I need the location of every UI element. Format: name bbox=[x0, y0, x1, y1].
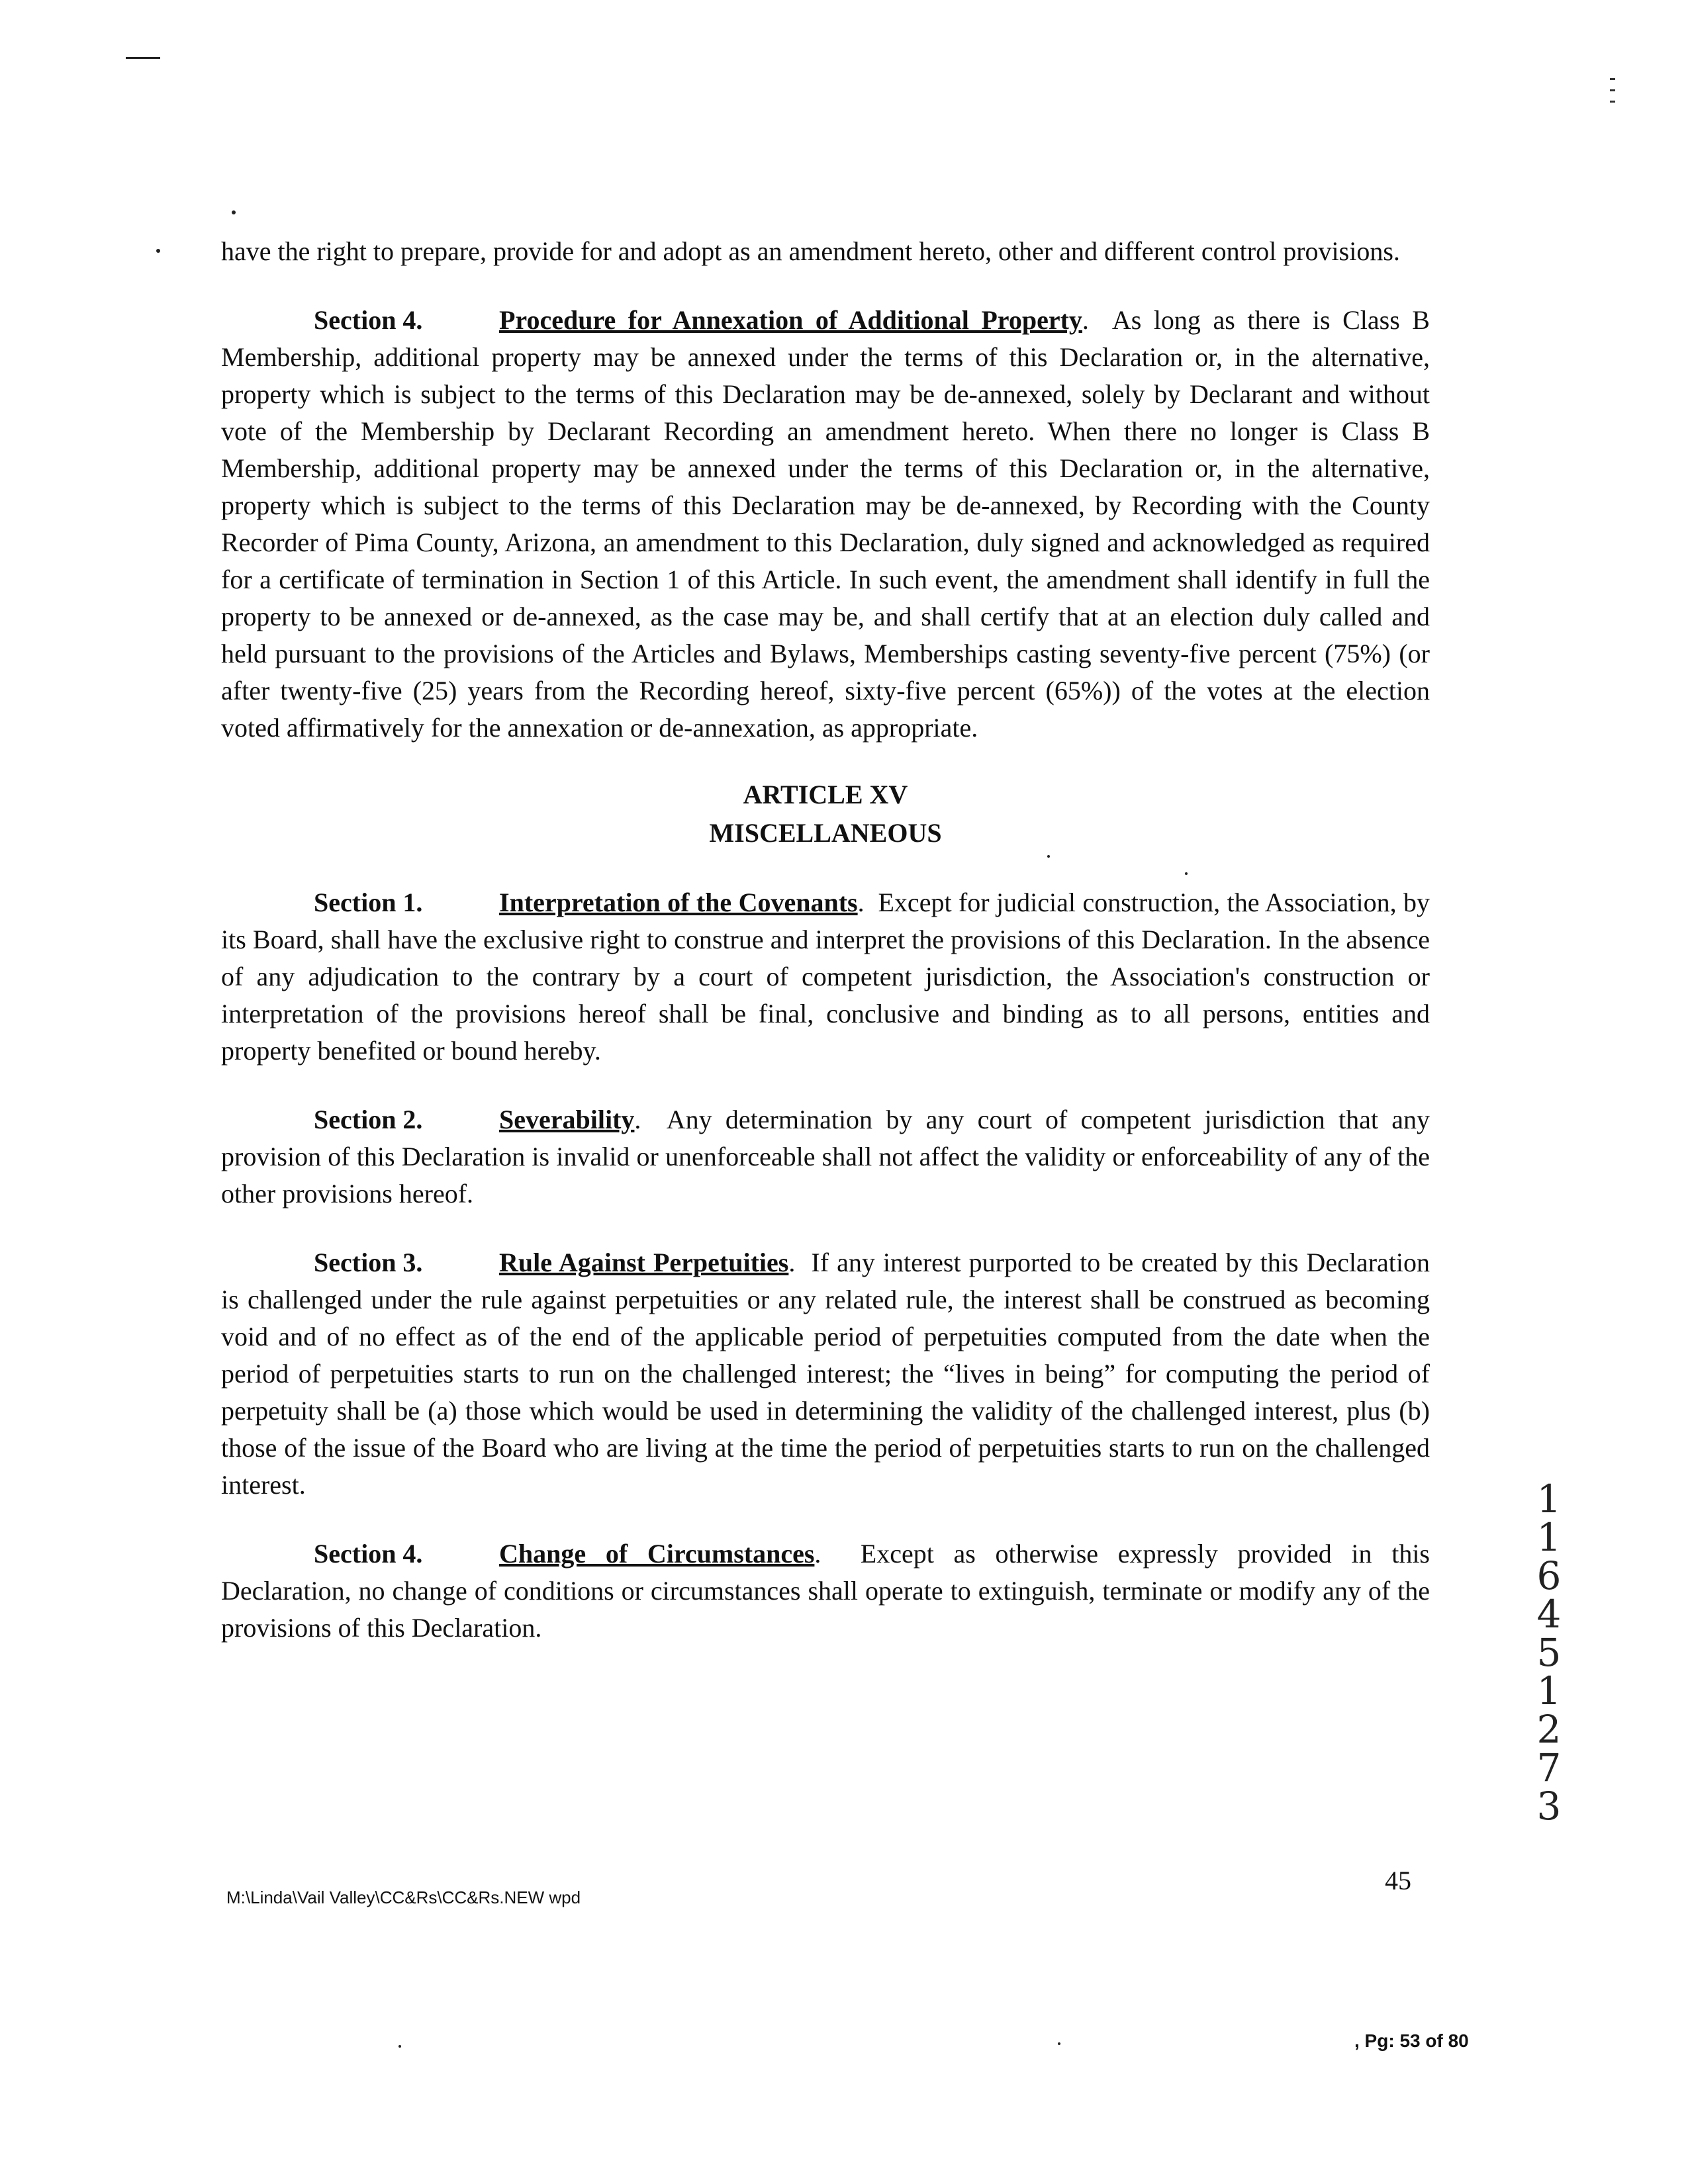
stamp-digit: 6 bbox=[1536, 1553, 1562, 1598]
recording-stamp-upper bbox=[1529, 1477, 1569, 1675]
speck bbox=[399, 2045, 401, 2048]
section-label: Section 4. bbox=[314, 305, 423, 335]
document-body bbox=[221, 233, 1430, 1647]
stamp-digit: 7 bbox=[1536, 1745, 1562, 1790]
section-interpretation: Section 1. Interpretation of the Covenants. Except for judicial construction, the Association, by its Board, shall have the exclusive right to construe and interpret the provisions of this Declaration. In the absence of any adjudication to the contrary by a court of competent jurisdiction, the Association's construction or interpretation of the provisions hereof shall be final, conclusive and binding as to all persons, entities and property benefited or bound hereby. bbox=[221, 884, 1430, 1069]
file-path-footer: M:\Linda\Vail Valley\CC&Rs\CC&Rs.NEW wpd bbox=[226, 1888, 581, 1907]
section-body: Except for judicial construction, the Association, by its Board, shall have the exclusive right to construe and interpret the provisions of this Declaration. In the absence of any adjudication to the contrary by a court of competent jurisdiction, the Association's construction or interpretation of the provisions hereof shall be final, conclusive and binding as to all persons, entities and property benefited or bound hereby. bbox=[221, 887, 1430, 1066]
article-heading bbox=[221, 776, 1430, 852]
section-label: Section 2. bbox=[314, 1105, 423, 1134]
section-title: Procedure for Annexation of Additional Property bbox=[499, 305, 1082, 335]
speck bbox=[232, 210, 236, 214]
speck bbox=[1058, 2042, 1060, 2045]
intro-paragraph: have the right to prepare, provide for and adopt as an amendment hereto, other and different control provisions. bbox=[221, 236, 1400, 266]
stamp-digit: 2 bbox=[1536, 1707, 1562, 1752]
recording-stamp-lower bbox=[1529, 1668, 1569, 1829]
section-label: Section 3. bbox=[314, 1248, 423, 1277]
section-body: Except as otherwise expressly provided in this Declaration, no change of conditions or circumstances shall operate to extinguish, terminate or modify any of the provisions of this Declaration. bbox=[221, 1539, 1430, 1643]
section-perpetuities: Section 3. Rule Against Perpetuities. If any interest purported to be created by this Declaration is challenged under the rule against perpetuities or any related rule, the interest shall be construed as becoming void and of no effect as of the end of the applicable period of perpetuities computed from the date when the period of perpetuities starts to run on the challenged interest; the “lives in being” for computing the period of perpetuity shall be (a) those which would be used in determining the validity of the challenged interest, plus (b) those of the issue of the Board who are living at the time the period of perpetuities starts to run on the challenged interest. bbox=[221, 1244, 1430, 1504]
section-title: Severability bbox=[499, 1105, 635, 1134]
section-title: Rule Against Perpetuities bbox=[499, 1248, 789, 1277]
section-body: As long as there is Class B Membership, additional property may be annexed under the terms of this Declaration or, in the alternative, property which is subject to the terms of this Declaration may be de-annexed, solely by Declarant and without vote of the Membership by Declarant Recording an amendment hereto. When there no longer is Class B Membership, additional property may be annexed under the terms of this Declaration or, in the alternative, property which is subject to the terms of this Declaration may be de-annexed, by Recording with the County Recorder of Pima County, Arizona, an amendment to this Declaration, duly signed and acknowledged as required for a certificate of termination in Section 1 of this Article. In such event, the amendment shall identify in full the property to be annexed or de-annexed, as the case may be, and shall certify that at an election duly called and held pursuant to the provisions of the Articles and Bylaws, Memberships casting seventy-five percent (75%) (or after twenty-five (25) years from the Recording hereof, sixty-five percent (65%)) of the votes at the election voted affirmatively for the annexation or de-annexation, as appropriate. bbox=[221, 305, 1430, 743]
page-count-stamp: , Pg: 53 of 80 bbox=[1354, 2030, 1469, 2051]
section-title: Interpretation of the Covenants bbox=[499, 887, 858, 917]
page-number: 45 bbox=[1385, 1866, 1411, 1895]
section-body: Any determination by any court of competent jurisdiction that any provision of this Declaration is invalid or unenforceable shall not affect the validity or enforceability of any of the other provisions hereof. bbox=[221, 1105, 1430, 1208]
section-label: Section 1. bbox=[314, 887, 423, 917]
section-circumstances: Section 4. Change of Circumstances. Except as otherwise expressly provided in this Declaration, no change of conditions or circumstances shall operate to extinguish, terminate or modify any of the provisions of this Declaration. bbox=[221, 1535, 1430, 1647]
article-name: MISCELLANEOUS bbox=[709, 818, 942, 848]
stamp-digit: 1 bbox=[1536, 1477, 1562, 1522]
section-label: Section 4. bbox=[314, 1539, 423, 1569]
stamp-digit: 3 bbox=[1536, 1784, 1562, 1829]
stamp-digit: 1 bbox=[1536, 1515, 1562, 1560]
top-left-dash bbox=[126, 57, 160, 59]
edge-tick-marks bbox=[1610, 78, 1615, 118]
stamp-digit: 1 bbox=[1536, 1668, 1562, 1713]
article-number: ARTICLE XV bbox=[743, 780, 908, 809]
section-title: Change of Circumstances bbox=[499, 1539, 815, 1569]
stamp-digit: 5 bbox=[1536, 1630, 1562, 1675]
stamp-digit: 4 bbox=[1536, 1592, 1562, 1637]
section-annexation: Section 4. Procedure for Annexation of Additional Property. As long as there is Class B Membership, additional property may be annexed under the terms of this Declaration or, in the alternative, property which is subject to the terms of this Declaration may be de-annexed, solely by Declarant and without vote of the Membership by Declarant Recording an amendment hereto. When there no longer is Class B Membership, additional property may be annexed under the terms of this Declaration or, in the alternative, property which is subject to the terms of this Declaration may be de-annexed, by Recording with the County Recorder of Pima County, Arizona, an amendment to this Declaration, duly signed and acknowledged as required for a certificate of termination in Section 1 of this Article. In such event, the amendment shall identify in full the property to be annexed or de-annexed, as the case may be, and shall certify that at an election duly called and held pursuant to the provisions of the Articles and Bylaws, Memberships casting seventy-five percent (75%) (or after twenty-five (25) years from the Recording hereof, sixty-five percent (65%)) of the votes at the election voted affirmatively for the annexation or de-annexation, as appropriate. bbox=[221, 302, 1430, 747]
section-severability: Section 2. Severability. Any determination by any court of competent jurisdiction that any provision of this Declaration is invalid or unenforceable shall not affect the validity or enforceability of any of the other provisions hereof. bbox=[221, 1101, 1430, 1212]
speck bbox=[156, 249, 160, 253]
section-body: If any interest purported to be created by this Declaration is challenged under the rule against perpetuities or any related rule, the interest shall be construed as becoming void and of no effect as of the end of the applicable period of perpetuities computed from the date when the period of perpetuities starts to run on the challenged interest; the “lives in being” for computing the period of perpetuity shall be (a) those which would be used in determining the validity of the challenged interest, plus (b) those of the issue of the Board who are living at the time the period of perpetuities starts to run on the challenged interest. bbox=[221, 1248, 1430, 1500]
